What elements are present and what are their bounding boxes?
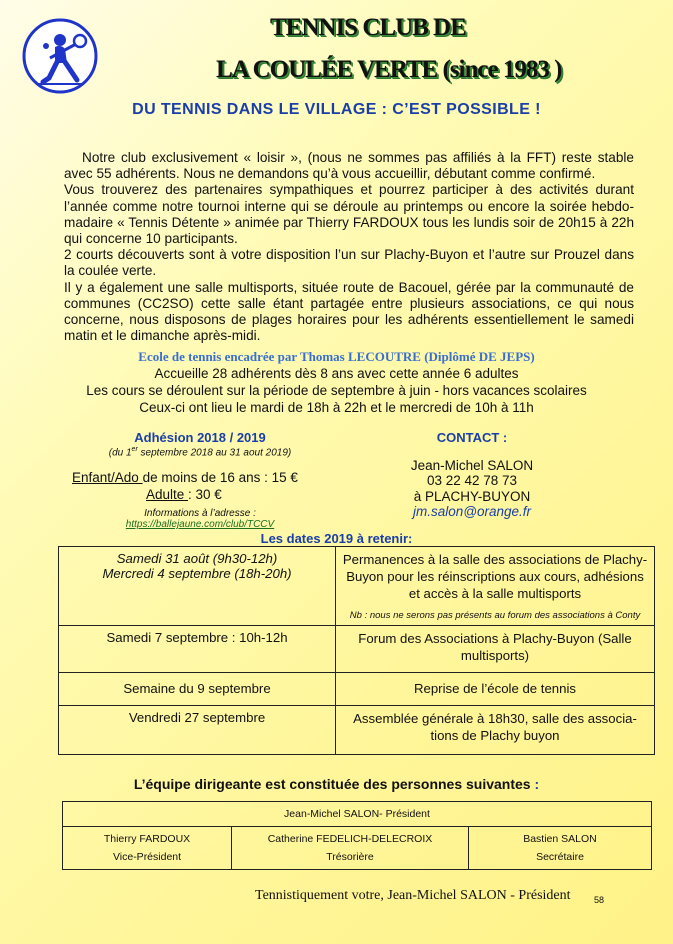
team-title-text: L’équipe dirigeante est constituée des personnes suivantes <box>133 776 531 792</box>
table-row <box>59 706 655 755</box>
team-title <box>0 776 673 792</box>
club-title-line2: LA COULÉE VERTE (since 1983 ) <box>216 56 562 83</box>
event-cell: Forum des Associations à Plachy-Buyon (Salle multisports) <box>336 626 655 673</box>
membership-period-end: septembre 2018 au 31 aout 2019) <box>137 447 292 459</box>
price-child <box>60 470 340 485</box>
headline: DU TENNIS DANS LE VILLAGE : C’EST POSSIBLE ! <box>132 101 541 118</box>
tennis-school-section <box>0 348 673 416</box>
member-role: Secrétaire <box>536 851 584 863</box>
dates-title: Les dates 2019 à retenir: <box>260 531 413 546</box>
member-cell <box>63 827 232 870</box>
president-cell: Jean-Michel SALON- Président <box>63 802 652 827</box>
table-row <box>59 673 655 706</box>
date-line: Mercredi 4 septembre (18h-20h) <box>102 566 292 581</box>
tennis-school-line: Ceux-ci ont lieu le mardi de 18h à 22h et le mercredi de 10h à 11h <box>139 400 534 415</box>
intro-paragraph-4: Il y a également une salle multisports, située route de Bacouel, gérée par la communauté de communes (CC2SO) cette salle étant partagée entre plusieurs associations, ce qui nous concerne, nous disposons de plages horaires pour les adhérents essentiellement le samedi matin et le dimanche après-midi. <box>64 279 634 344</box>
member-cell <box>232 827 469 870</box>
membership-period-start: (du 1 <box>108 447 132 459</box>
contact-town: à PLACHY-BUYON <box>413 488 531 504</box>
table-row <box>63 827 652 870</box>
contact-section <box>374 430 570 520</box>
tennis-school-line: Les cours se déroulent sur la période de septembre à juin - hors vacances scolaires <box>86 383 587 398</box>
date-cell: Vendredi 27 septembre <box>59 706 336 755</box>
intro-paragraph-1: Notre club exclusivement « loisir », (nous ne sommes pas affiliés à la FFT) reste stable avec 55 adhérents. Nous ne demandons qu’à vous accueillir, débutant comme confirmé. <box>64 150 634 182</box>
intro-text <box>64 150 634 344</box>
membership-period <box>60 446 340 458</box>
member-role: Vice-Président <box>112 851 182 863</box>
table-row <box>59 547 655 626</box>
price-child-value: de moins de 16 ans : 15 € <box>142 470 298 486</box>
member-name: Thierry FARDOUX <box>103 833 191 845</box>
dates-table <box>58 546 655 755</box>
price-adult <box>60 487 340 502</box>
price-adult-value: : 30 € <box>188 487 222 503</box>
membership-title: Adhésion 2018 / 2019 <box>134 430 266 445</box>
event-text: Permanences à la salle des associations de Plachy-Buyon pour les réinscriptions aux cours, adhésions et accès à la salle multisports <box>342 552 648 601</box>
team-title-colon: : <box>530 776 540 792</box>
date-cell <box>59 547 336 626</box>
member-cell <box>469 827 652 870</box>
club-title-line1: TENNIS CLUB DE <box>270 14 466 41</box>
member-role: Trésorière <box>326 851 374 863</box>
intro-paragraph-3: 2 courts découverts sont à votre disposition l’un sur Plachy-Buyon et l’autre sur Prouzel dans la coulée verte. <box>64 247 634 279</box>
page-number: 58 <box>594 895 605 905</box>
tennis-player-logo <box>22 18 98 94</box>
table-row <box>59 626 655 673</box>
team-table <box>62 801 652 870</box>
price-adult-label: Adulte <box>146 487 189 503</box>
contact-phone: 03 22 42 78 73 <box>426 473 518 488</box>
event-cell: Reprise de l’école de tennis <box>336 673 655 706</box>
membership-period-sup: er <box>131 446 138 453</box>
date-line: Samedi 31 août (9h30-12h) <box>116 551 278 566</box>
info-label: Informations à l’adresse : <box>144 508 256 520</box>
tennis-school-line: Accueille 28 adhérents dès 8 ans avec cette année 6 adultes <box>154 366 519 381</box>
closing-signature: Tennistiquement votre, Jean-Michel SALON - Président <box>255 888 571 903</box>
tennis-school-lead: Ecole de tennis encadrée par Thomas LECOUTRE (Diplômé DE JEPS) <box>138 349 535 364</box>
club-website-link[interactable]: https://ballejaune.com/club/TCCV <box>125 519 275 531</box>
member-name: Bastien SALON <box>523 833 597 845</box>
event-cell <box>336 547 655 626</box>
contact-email-link[interactable]: jm.salon@orange.fr <box>412 504 531 519</box>
table-row <box>63 802 652 827</box>
date-cell: Samedi 7 septembre : 10h-12h <box>59 626 336 673</box>
intro-paragraph-2: Vous trouverez des partenaires sympathiques et pourrez participer à des activités durant l’année comme notre tournoi interne qui se déroule au printemps ou encore la soirée hebdo-madaire « Tennis Détente » animée par Thierry FARDOUX tous les lundis soir de 20h15 à 22h qui concerne 10 participants. <box>64 182 634 247</box>
contact-title: CONTACT : <box>436 430 508 445</box>
contact-name: Jean-Michel SALON <box>410 457 534 473</box>
date-cell: Semaine du 9 septembre <box>59 673 336 706</box>
event-note: Nb : nous ne serons pas présents au forum des associations à Conty <box>349 610 641 621</box>
member-name: Catherine FEDELICH-DELECROIX <box>267 833 433 845</box>
price-child-label: Enfant/Ado <box>72 470 143 486</box>
membership-section <box>60 430 340 530</box>
event-cell: Assemblée générale à 18h30, salle des associa-tions de Plachy buyon <box>336 706 655 755</box>
